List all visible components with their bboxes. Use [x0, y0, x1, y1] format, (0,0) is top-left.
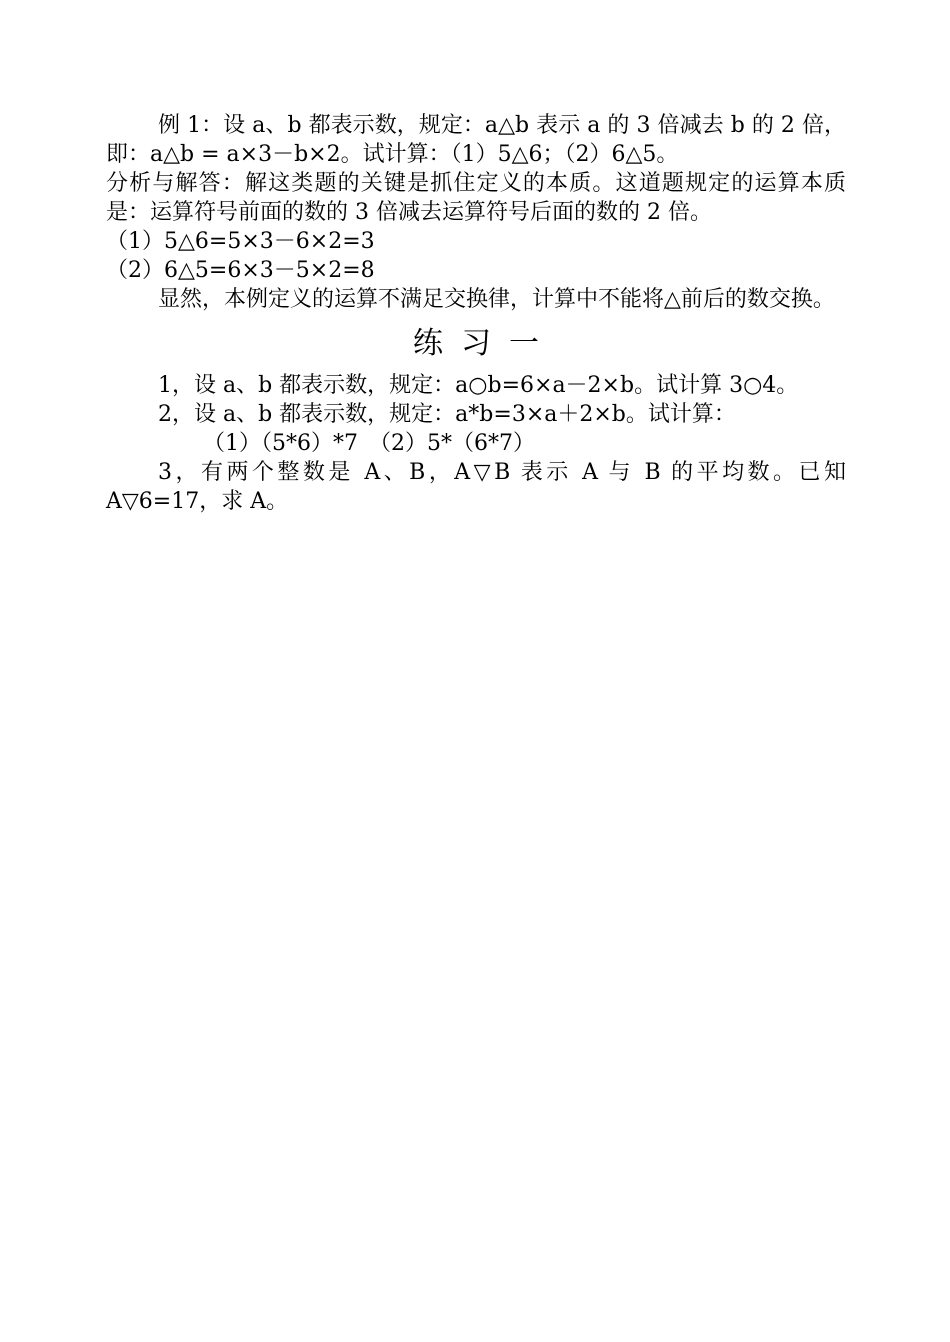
practice-question-2-parts: （1）（5*6）*7 （2）5*（6*7） — [203, 431, 535, 456]
document-page — [106, 111, 846, 516]
practice-question-1: 1，设 a、b 都表示数，规定：a○b=6×a－2×b。试计算 3○4。 — [158, 373, 799, 398]
calculation-1: （1）5△6=5×3－6×2=3 — [106, 229, 375, 254]
calculation-2: （2）6△5=6×3－5×2=8 — [106, 258, 375, 283]
analysis-paragraph: 分析与解答：解这类题的关键是抓住定义的本质。这道题规定的运算本质是：运算符号前面的数的 3 倍减去运算符号后面的数的 2 倍。 — [106, 171, 846, 225]
commutativity-note: 显然，本例定义的运算不满足交换律，计算中不能将△前后的数交换。 — [158, 287, 835, 312]
practice-heading: 练习一 — [413, 326, 557, 361]
practice-question-3: 3，有两个整数是 A、B，A▽B 表示 A 与 B 的平均数。已知 A▽6=17，求 A。 — [106, 460, 846, 514]
example-1-statement: 例 1：设 a、b 都表示数，规定：a△b 表示 a 的 3 倍减去 b 的 2 倍，即：a△b = a×3－b×2。试计算：（1）5△6；（2）6△5。 — [106, 113, 846, 167]
practice-question-2: 2，设 a、b 都表示数，规定：a*b=3×a＋2×b。试计算： — [158, 402, 736, 427]
